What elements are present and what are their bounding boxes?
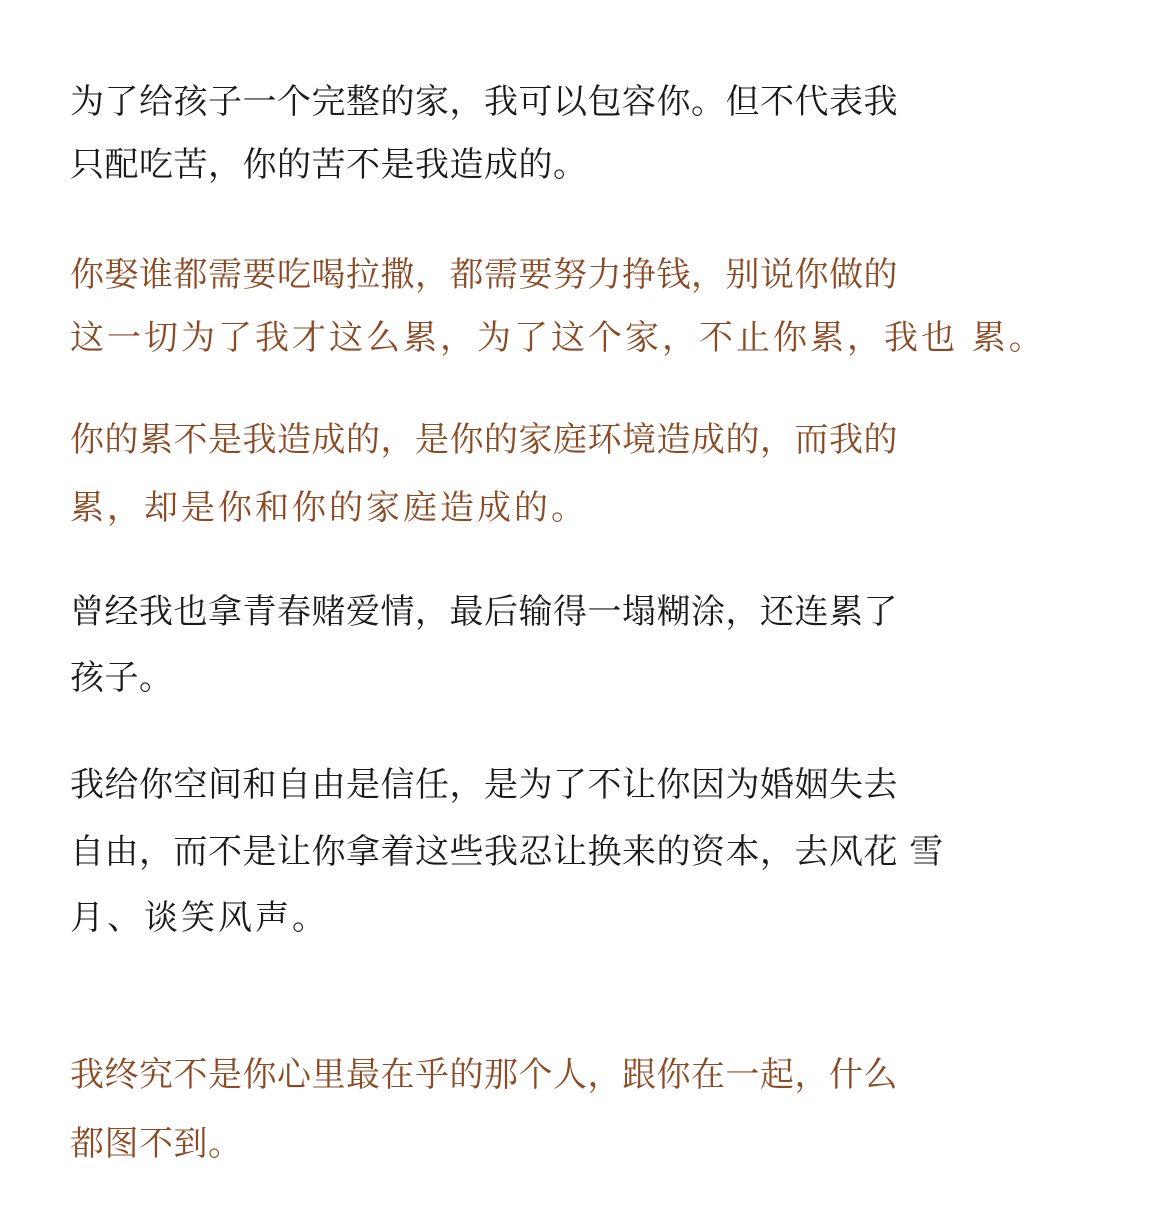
paragraph-line: 只配吃苦，你的苦不是我造成的。 (70, 145, 588, 185)
paragraph-line: 我终究不是你心里最在乎的那个人，跟你在一起，什么 (70, 1055, 898, 1095)
paragraph-line: 我给你空间和自由是信任，是为了不让你因为婚姻失去 (70, 765, 898, 805)
paragraph-line: 月、谈笑风声。 (70, 898, 329, 938)
paragraph-line: 累，却是你和你的家庭造成的。 (70, 488, 588, 528)
paragraph-line: 都图不到。 (70, 1124, 243, 1164)
paragraph-line: 曾经我也拿青春赌爱情，最后输得一塌糊涂，还连累了 (70, 592, 898, 632)
paragraph-line: 为了给孩子一个完整的家，我可以包容你。但不代表我 (70, 82, 898, 122)
paragraph-line: 你的累不是我造成的，是你的家庭环境造成的，而我的 (70, 420, 898, 460)
paragraph-line: 你娶谁都需要吃喝拉撒，都需要努力挣钱，别说你做的 (70, 255, 898, 295)
paragraph-line: 这一切为了我才这么累，为了这个家，不止你累，我也 累。 (70, 318, 1046, 358)
paragraph-line: 自由，而不是让你拿着这些我忍让换来的资本，去风花 雪 (70, 832, 944, 872)
paragraph-line: 孩子。 (70, 658, 174, 698)
